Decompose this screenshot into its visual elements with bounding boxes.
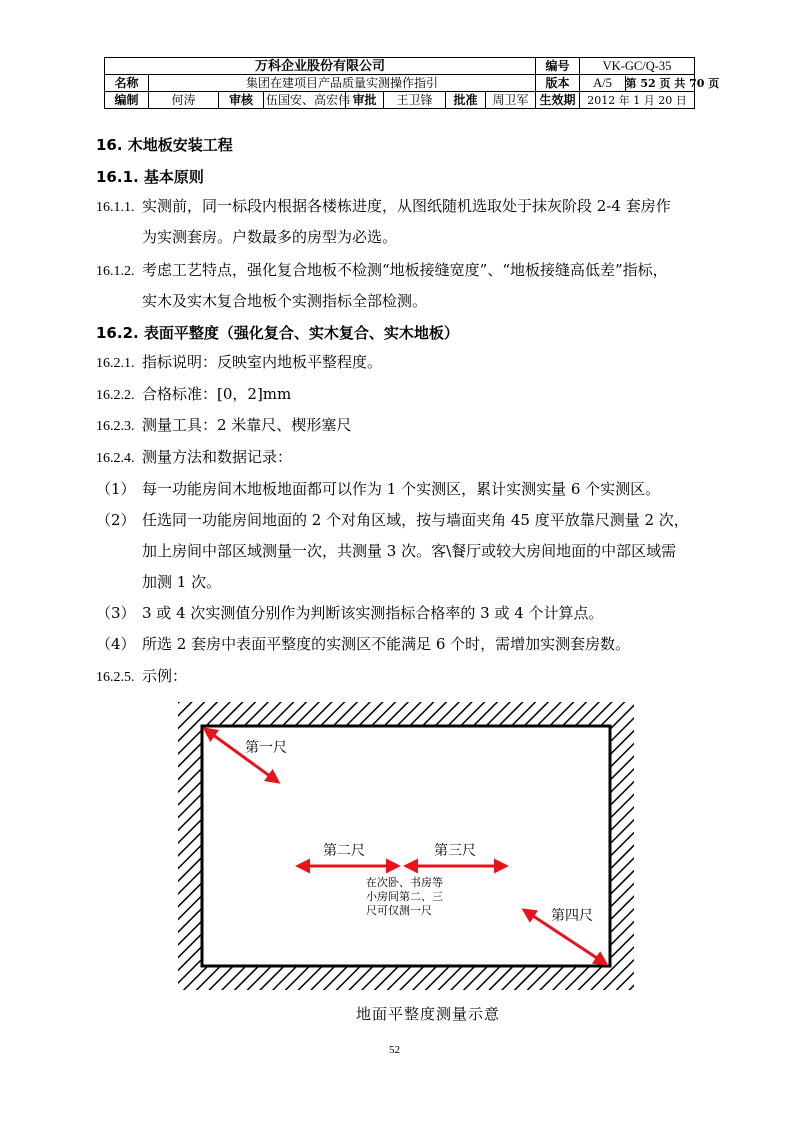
- paragraph-number: 16.2.3.: [96, 419, 135, 434]
- list-number: （2）: [96, 511, 136, 529]
- list-text: 加上房间中部区域测量一次，共测量 3 次。客\餐厅或较大房间地面的中部区域需: [142, 542, 677, 560]
- ruler-label-1: 第一尺: [245, 740, 287, 756]
- page-number: 52: [389, 1044, 400, 1056]
- paragraph-16-1-2: [96, 255, 706, 317]
- list-text: 3 或 4 次实测值分别作为判断该实测指标合格率的 3 或 4 个计算点。: [142, 604, 604, 622]
- list-item-1: [96, 474, 706, 505]
- diagram-note-line: 在次卧、书房等: [366, 876, 443, 889]
- paragraph-number: 16.1.2.: [96, 264, 135, 279]
- document-header-table: [104, 57, 720, 109]
- code-value: VK-GC/Q-35: [580, 58, 695, 75]
- list-number: （1）: [96, 480, 136, 498]
- paragraph-number: 16.2.2.: [96, 388, 135, 403]
- list-item-3: [96, 598, 706, 629]
- paragraph-number: 16.2.1.: [96, 356, 135, 371]
- diagram-note-line: 尺可仅测一尺: [366, 904, 432, 917]
- list-text: 任选同一功能房间地面的 2 个对角区域，按与墙面夹角 45 度平放靠尺测量 2 次，: [142, 511, 689, 529]
- version-page-cell: [580, 75, 720, 92]
- version-label: 版本: [536, 75, 580, 92]
- section-title: 16. 木地板安装工程: [96, 136, 233, 154]
- effective-value: 2012 年 1 月 20 日: [580, 92, 695, 109]
- editor-value: 何涛: [149, 92, 219, 109]
- room-floor: [202, 726, 610, 966]
- paragraph-16-1-1: [96, 191, 706, 253]
- effective-label: 生效期: [536, 92, 580, 109]
- paragraph-16-2-5: [96, 661, 706, 692]
- ruler-label-4: 第四尺: [551, 908, 593, 924]
- subsection-title-basic: 16.1. 基本原则: [96, 168, 204, 186]
- list-text: 所选 2 套房中表面平整度的实测区不能满足 6 个时，需增加实测套房数。: [142, 635, 631, 653]
- name-value: 集团在建项目产品质量实测操作指引: [149, 75, 536, 92]
- editor-label: 编制: [105, 92, 149, 109]
- paragraph-text: 实测前，同一标段内根据各楼栋进度，从图纸随机选取处于抹灰阶段 2-4 套房作: [142, 197, 671, 215]
- paragraph-text: 为实测套房。户数最多的房型为必选。: [142, 228, 398, 246]
- list-number: （4）: [96, 635, 136, 653]
- ruler-label-2: 第二尺: [323, 843, 365, 859]
- ruler-label-3: 第三尺: [434, 843, 476, 859]
- code-label: 编号: [536, 58, 580, 75]
- approve-value: 王卫锋: [384, 92, 446, 109]
- approve-label: 审批: [346, 92, 384, 109]
- paragraph-16-2-1: [96, 347, 706, 378]
- floor-flatness-diagram: [178, 702, 634, 990]
- list-text: 加测 1 次。: [142, 573, 222, 591]
- paragraph-text: 实木及实木复合地板个实测指标全部检测。: [142, 292, 428, 310]
- paragraph-text: 测量工具：2 米靠尺、楔形塞尺: [142, 416, 352, 434]
- paragraph-text: 考虑工艺特点，强化复合地板不检测“地板接缝宽度”、“地板接缝高低差”指标，: [142, 261, 668, 279]
- paragraph-text: 指标说明：反映室内地板平整程度。: [142, 353, 383, 371]
- ratify-label: 批准: [446, 92, 486, 109]
- list-number: （3）: [96, 604, 136, 622]
- page-info: 第 52 页 共 70 页: [625, 76, 720, 90]
- version-value: A/5: [581, 76, 626, 91]
- paragraph-16-2-3: [96, 410, 706, 441]
- company-name: 万科企业股份有限公司: [105, 58, 536, 75]
- diagram-caption: 地面平整度测量示意: [356, 1005, 501, 1023]
- paragraph-text: 测量方法和数据记录：: [142, 448, 293, 466]
- ratify-value: 周卫军: [486, 92, 536, 109]
- review-label: 审核: [219, 92, 264, 109]
- list-text: 每一功能房间木地板地面都可以作为 1 个实测区，累计实测实量 6 个实测区。: [142, 480, 661, 498]
- paragraph-number: 16.1.1.: [96, 200, 135, 215]
- paragraph-text: 示例：: [142, 667, 188, 685]
- review-value: 伍国安、高宏伟: [264, 92, 346, 109]
- paragraph-text: 合格标准：[0，2]mm: [142, 385, 292, 403]
- paragraph-number: 16.2.4.: [96, 451, 135, 466]
- name-label: 名称: [105, 75, 149, 92]
- diagram-note-line: 小房间第二、三: [366, 890, 443, 903]
- paragraph-number: 16.2.5.: [96, 670, 135, 685]
- paragraph-16-2-2: [96, 379, 706, 410]
- list-item-2: [96, 505, 706, 598]
- subsection-title-flatness: 16.2. 表面平整度（强化复合、实木复合、实木地板）: [96, 324, 459, 342]
- paragraph-16-2-4: [96, 442, 706, 473]
- list-item-4: [96, 629, 706, 660]
